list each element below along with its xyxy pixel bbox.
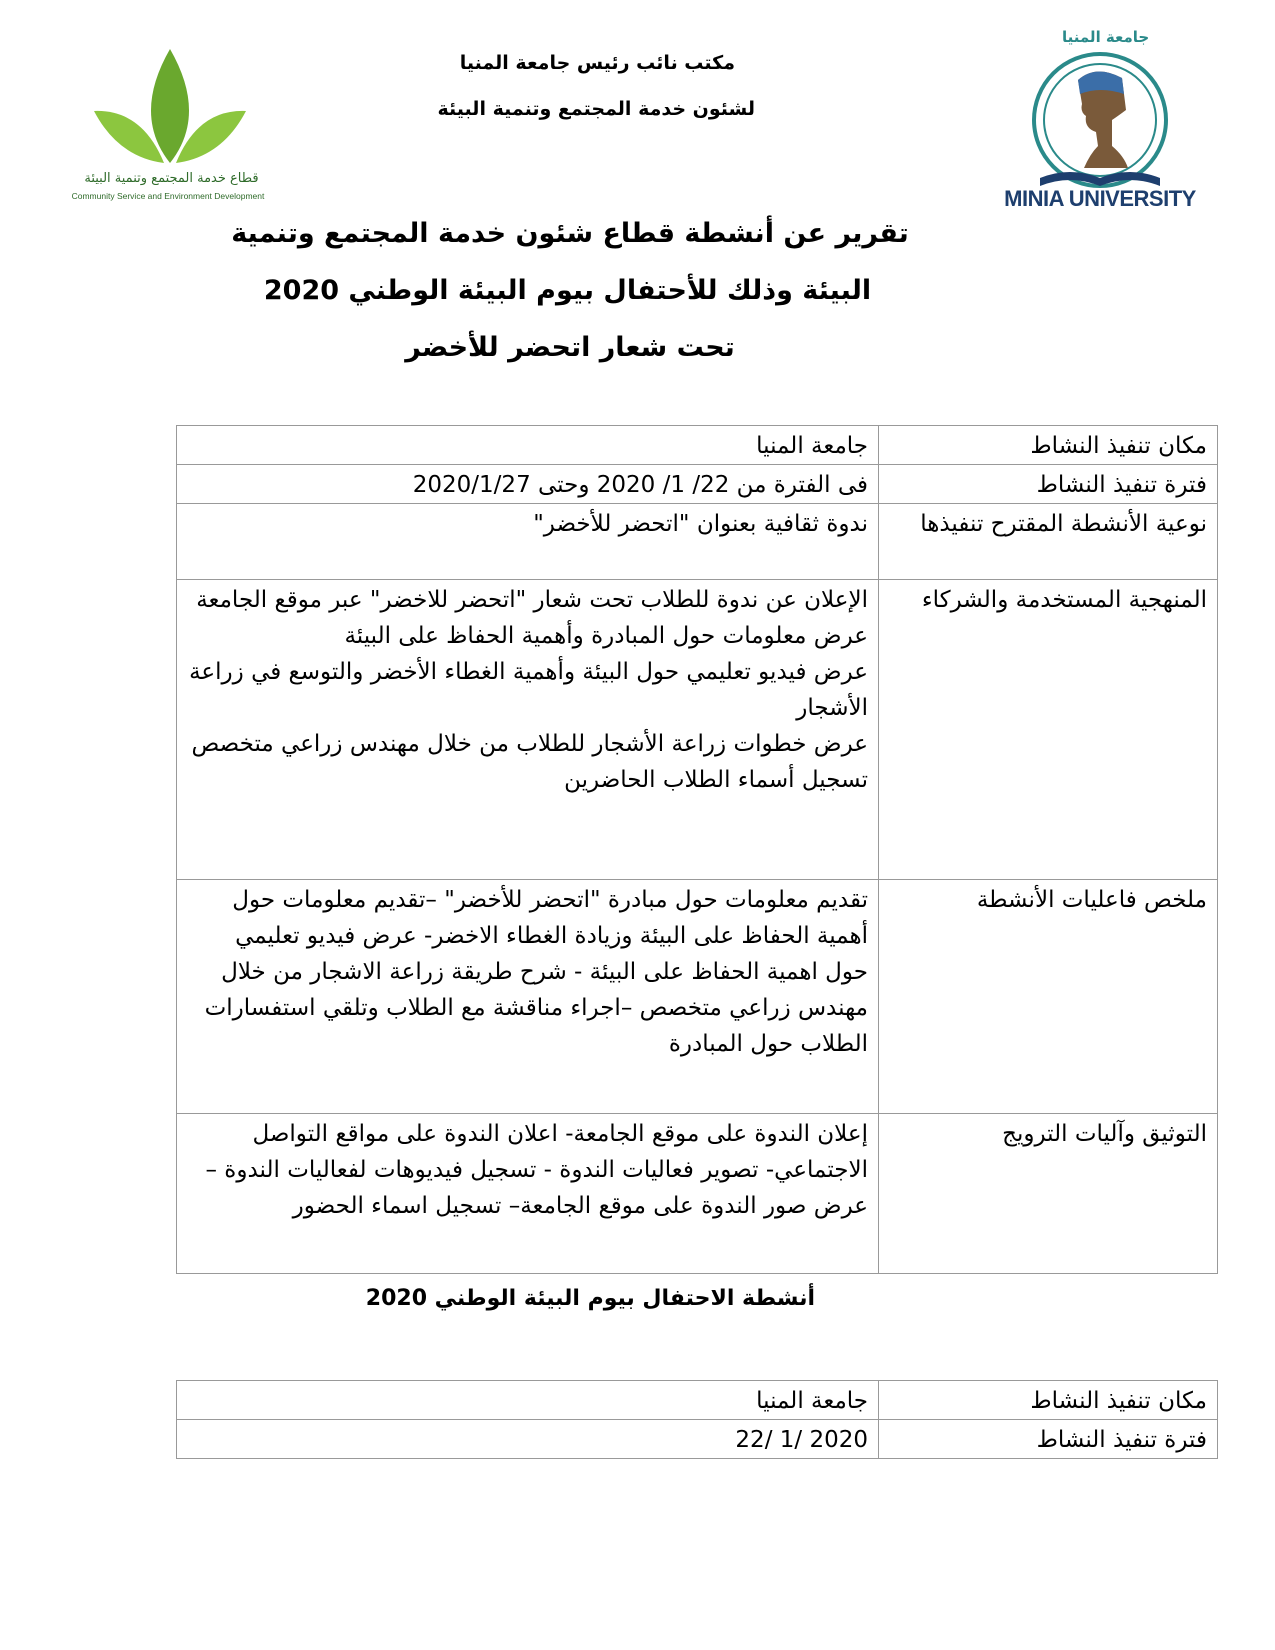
leaves-icon [58,45,278,175]
minia-logo-arabic: جامعة المنيا [1062,28,1150,46]
row-value: فى الفترة من 22/ 1/ 2020 وحتى 2020/1/27 [177,465,879,504]
row-value: إعلان الندوة على موقع الجامعة- اعلان الندوة على مواقع التواصل الاجتماعي- تصوير فعاليات الندوة - تسجيل فيديوهات لفعاليات الندوة – عرض صور الندوة على موقع الجامعة– تسجيل اسماء الحضور [177,1114,879,1274]
row-value: ندوة ثقافية بعنوان "اتحضر للأخضر" [177,504,879,580]
community-logo-english: Community Service and Environment Development [71,191,265,201]
report-title-line-1: تقرير عن أنشطة قطاع شئون خدمة المجتمع وتنمية [231,218,909,249]
community-logo-arabic: قطاع خدمة المجتمع وتنمية البيئة [84,171,259,186]
row-value: 2020 /1 /22 [177,1420,879,1459]
row-label: فترة تنفيذ النشاط [879,1420,1218,1459]
header-office-subtitle: لشئون خدمة المجتمع وتنمية البيئة [437,98,755,120]
table-row [177,426,1218,465]
minia-university-logo [1000,28,1200,228]
minia-logo-text: MINIA UNIVERSITY [1004,186,1196,211]
table-row [177,580,1218,880]
row-label: مكان تنفيذ النشاط [879,1381,1218,1420]
table-row [177,1114,1218,1274]
row-label: ملخص فاعليات الأنشطة [879,880,1218,1114]
report-title-line-3: تحت شعار اتحضر للأخضر [405,332,735,363]
activity-schedule-table [176,1380,1218,1459]
row-value: جامعة المنيا [177,426,879,465]
table-row [177,504,1218,580]
row-value: جامعة المنيا [177,1381,879,1420]
row-label: فترة تنفيذ النشاط [879,465,1218,504]
community-service-logo [58,45,278,205]
header-office-title: مكتب نائب رئيس جامعة المنيا [459,52,735,74]
report-title-line-2: البيئة وذلك للأحتفال بيوم البيئة الوطني 2020 [263,275,872,306]
row-label: المنهجية المستخدمة والشركاء [879,580,1218,880]
table-row [177,880,1218,1114]
table-row [177,1381,1218,1420]
row-value: تقديم معلومات حول مبادرة "اتحضر للأخضر" –تقديم معلومات حول أهمية الحفاظ على البيئة وزيادة الغطاء الاخضر- عرض فيديو تعليمي حول اهمية الحفاظ على البيئة - شرح طريقة زراعة الاشجار من خلال مهندس زراعي متخصص –اجراء مناقشة مع الطلاب وتلقي استفسارات الطلاب حول المبادرة [177,880,879,1114]
table-row [177,1420,1218,1459]
row-label: التوثيق وآليات الترويج [879,1114,1218,1274]
row-label: نوعية الأنشطة المقترح تنفيذها [879,504,1218,580]
section-title: أنشطة الاحتفال بيوم البيئة الوطني 2020 [365,1286,815,1311]
activity-report-table [176,425,1218,1274]
table-row [177,465,1218,504]
row-value: الإعلان عن ندوة للطلاب تحت شعار "اتحضر للاخضر" عبر موقع الجامعة عرض معلومات حول المبادرة وأهمية الحفاظ على البيئة عرض فيديو تعليمي حول البيئة وأهمية الغطاء الأخضر والتوسع في زراعة الأشجار عرض خطوات زراعة الأشجار للطلاب من خلال مهندس زراعي متخصص تسجيل أسماء الطلاب الحاضرين [177,580,879,880]
row-label: مكان تنفيذ النشاط [879,426,1218,465]
